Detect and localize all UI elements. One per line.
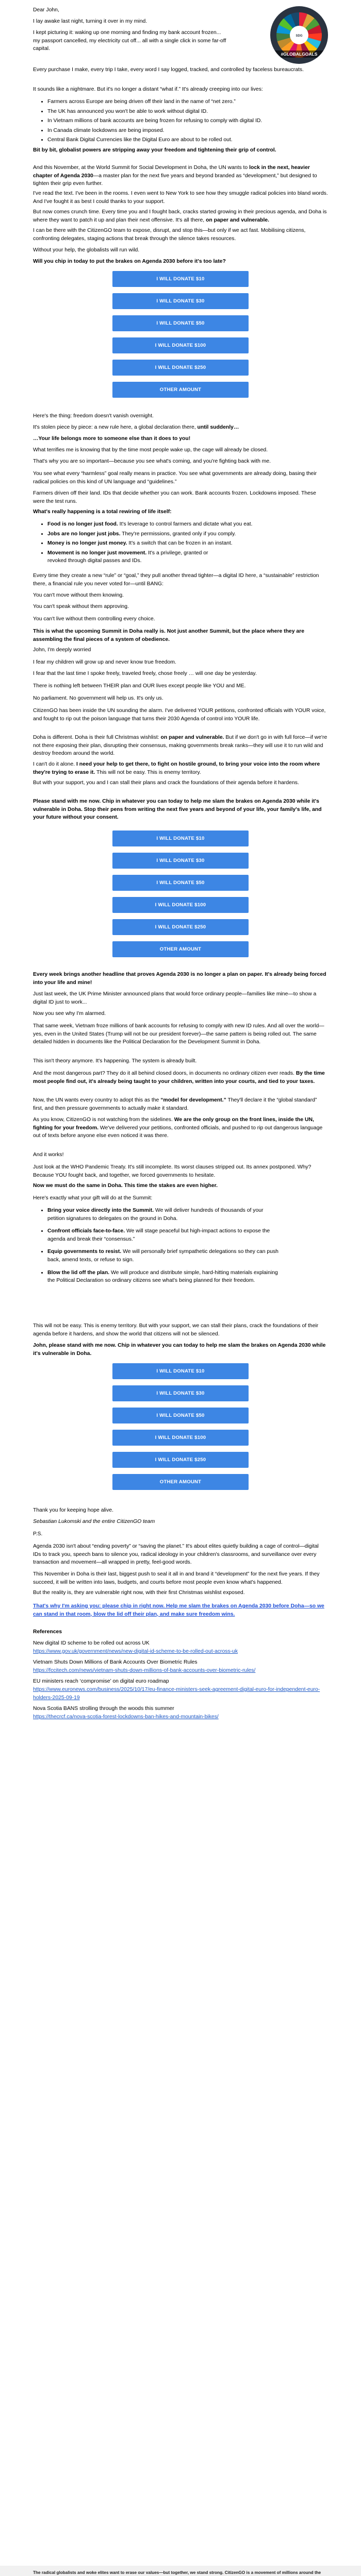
s3-p9: And it works! bbox=[33, 1152, 64, 1158]
intro-p2: I kept picturing it: waking up one morning and finding my bank account frozen... my passport cancelled, my electricity cut off... all with a single click in some far-off capital. bbox=[33, 30, 226, 52]
reference-link[interactable]: https://www.gov.uk/government/news/new-digital-id-scheme-to-be-rolled-out-across-uk bbox=[33, 1648, 238, 1654]
text-span: on paper and vulnerable. bbox=[206, 217, 270, 223]
s3-p7 bbox=[33, 1096, 328, 1112]
reference-title: New digital ID scheme to be rolled out across UK bbox=[33, 1640, 150, 1646]
text-span: But if we don't go in with full force—if we're not there exposing their plan, disrupting their consensus, making governments break ranks—they will use it to run wild and destroy freedom around the world. bbox=[33, 735, 327, 757]
ps-label: P.S. bbox=[33, 1531, 43, 1537]
references-title: References bbox=[33, 1629, 62, 1635]
other-amount-button[interactable]: OTHER AMOUNT bbox=[112, 941, 249, 957]
reference-link[interactable]: https://thecrcf.ca/nova-scotia-forest-lockdowns-ban-hikes-and-mountain-bikes/ bbox=[33, 1714, 219, 1720]
creeping-list bbox=[33, 98, 342, 146]
salutation: Dear John, bbox=[33, 7, 59, 13]
reference-link[interactable]: https://www.euronews.com/business/2025/10/17/eu-finance-ministers-seek-agreement-digital-euro-for-independent-euro-holders-2025-09-19 bbox=[33, 1687, 320, 1701]
text-span: Doha is different. Doha is their full Christmas wishlist: bbox=[33, 735, 161, 740]
text-span: And the most dangerous part? They do it all behind closed doors, in documents no ordinary citizen ever reads. bbox=[33, 1071, 296, 1076]
text-span: until suddenly… bbox=[197, 425, 239, 430]
donate-30-button[interactable]: I WILL DONATE $30 bbox=[112, 853, 249, 869]
ps-p3: But the reality is, they are vulnerable right now, with their first Christmas wishlist exposed. bbox=[33, 1590, 245, 1596]
s2-p7: Farmers driven off their land. IDs that decide whether you can work. Bank accounts frozen. Lockdowns imposed. These were the test runs. bbox=[33, 490, 316, 504]
text-span: Jobs are no longer just jobs. bbox=[47, 531, 121, 537]
text-span: They'll declare it the “global standard” first, and then pressure governments to actually make it standard. bbox=[33, 1097, 317, 1111]
intro-p4: It sounds like a nightmare. But it's no longer a distant “what if.” It's already creeping into our lives: bbox=[33, 87, 263, 92]
sdg-wheel-icon bbox=[270, 6, 328, 64]
donate-10-button[interactable]: I WILL DONATE $10 bbox=[112, 1363, 249, 1379]
donation-buttons-2 bbox=[112, 831, 249, 963]
doha-p5: Without your help, the globalists will run wild. bbox=[33, 247, 140, 253]
donate-30-button[interactable]: I WILL DONATE $30 bbox=[112, 293, 249, 309]
references-list bbox=[33, 1639, 328, 1721]
list-item bbox=[47, 549, 218, 565]
text-span: Blow the lid off the plan. bbox=[47, 1269, 110, 1276]
text-span: Confront officials face-to-face. bbox=[47, 1228, 125, 1234]
s2-p22: But with your support, you and I can stall their plans and crack the foundations of their agenda before it hardens. bbox=[33, 780, 299, 786]
list-item bbox=[47, 1207, 280, 1223]
donate-10-button[interactable]: I WILL DONATE $10 bbox=[112, 831, 249, 846]
text-span: It's a switch that can be frozen in an instant. bbox=[127, 540, 233, 547]
text-span: But now comes crunch time. Every time you and I fought back, cracks started growing in their precious agenda, and Doha is where they want to patch it up and plan their next offensive. It's all there, bbox=[33, 209, 327, 223]
s2-p1: Here's the thing: freedom doesn't vanish overnight. bbox=[33, 413, 154, 419]
list-item bbox=[47, 520, 342, 529]
s2-p4: What terrifies me is knowing that by the time most people wake up, the cage will already be closed. bbox=[33, 447, 268, 453]
s2-p18: No parliament. No government will help us. It's only us. bbox=[33, 696, 163, 701]
s3-p1: Every week brings another headline that proves Agenda 2030 is no longer a plan on paper. It's already being forced into your life and mine! bbox=[33, 972, 326, 986]
list-item: • The UK has announced you won't be able to work without digital ID. bbox=[47, 108, 342, 116]
svg-text:SDG: SDG bbox=[296, 35, 303, 38]
text-span: It's stolen piece by piece: a new rule here, a global declaration there, bbox=[33, 425, 198, 430]
donate-10-button[interactable]: I WILL DONATE $10 bbox=[112, 271, 249, 287]
doha-p4: I can be there with the CitizenGO team to expose, disrupt, and stop this—but only if we act fast. Mobilising citizens, confronting delegates, staging actions that break through the silence takes resources. bbox=[33, 228, 306, 242]
s2-p13: This is what the upcoming Summit in Doha really is. Not just another Summit, but the place where they are assembling the final pieces of a system of obedience. bbox=[33, 629, 304, 642]
text-span: Food is no longer just food. bbox=[47, 521, 118, 527]
s2-p14: John, I'm deeply worried bbox=[33, 647, 91, 653]
text-span: I can't do it alone. bbox=[33, 761, 77, 767]
donation-buttons-1 bbox=[112, 271, 249, 404]
s3-p2: Just last week, the UK Prime Minister announced plans that would force ordinary people—families like mine—to show a digital ID just to work... bbox=[33, 991, 317, 1005]
donate-250-button[interactable]: I WILL DONATE $250 bbox=[112, 1452, 249, 1468]
email-footer bbox=[0, 2566, 361, 2576]
s3-p11: Now we must do the same in Doha. This time the stakes are even higher. bbox=[33, 1183, 218, 1189]
intro-p3: Every purchase I make, every trip I take, every word I say logged, tracked, and controlled by faceless bureaucrats. bbox=[33, 67, 304, 73]
donate-50-button[interactable]: I WILL DONATE $50 bbox=[112, 1408, 249, 1423]
footer-mission: The radical globalists and woke elites want to erase our values—but together, we stand strong. CitizenGO is a movement of millions around the bbox=[33, 2570, 321, 2575]
ps-p2: This November in Doha is their last, biggest push to seal it all in and brand it “development” for the next five years. If they succeed, it will be written into laws, budgets, and courts before most people even know what's happened. bbox=[33, 1571, 320, 1585]
text-span: Movement is no longer just movement. bbox=[47, 550, 147, 556]
signature: Sebastian Lukomski and the entire CitizenGO team bbox=[33, 1519, 155, 1524]
text-span: “model for development.” bbox=[160, 1097, 226, 1103]
s2-p15: I fear my children will grow up and never know true freedom. bbox=[33, 659, 176, 665]
text-span: on paper and vulnerable. bbox=[160, 735, 224, 740]
text-span: We will produce and distribute simple, hard-hitting materials explaining the Political Declaration so ordinary citizens see what's being planned for their freedom. bbox=[47, 1269, 278, 1284]
banner-text: #GLOBALGOALS bbox=[281, 52, 318, 57]
s2-p11: You can't speak without them approving. bbox=[33, 604, 129, 609]
list-item bbox=[47, 530, 342, 538]
text-span: We will personally brief sympathetic delegations so they can push back, amend texts, or refuse to sign. bbox=[47, 1249, 278, 1263]
donate-ask-1: Will you chip in today to put the brakes on Agenda 2030 before it's too late? bbox=[33, 259, 226, 264]
list-item bbox=[47, 1227, 280, 1243]
text-span: We will deliver hundreds of thousands of your petition signatures to delegates on the ground in Doha. bbox=[47, 1208, 264, 1222]
donate-30-button[interactable]: I WILL DONATE $30 bbox=[112, 1385, 249, 1401]
text-span: Now, the UN wants every country to adopt this as the bbox=[33, 1097, 161, 1103]
text-span: We will stage peaceful but high-impact actions to expose the agenda and break their “consensus.” bbox=[47, 1228, 270, 1242]
donate-250-button[interactable]: I WILL DONATE $250 bbox=[112, 919, 249, 935]
s2-p20 bbox=[33, 734, 328, 758]
s3-p13: This will not be easy. This is enemy territory. But with your support, we can stall their plans, crack the foundations of their agenda before it hardens, and show the world that citizens will not be silenced. bbox=[33, 1323, 319, 1337]
donate-50-button[interactable]: I WILL DONATE $50 bbox=[112, 315, 249, 331]
text-span: Bring your voice directly into the Summit. bbox=[47, 1208, 154, 1213]
s2-p21 bbox=[33, 760, 328, 776]
reference-title: EU ministers reach ‘compromise’ on digital euro roadmap bbox=[33, 1679, 169, 1685]
list-item: • In Canada climate lockdowns are being imposed. bbox=[47, 127, 342, 135]
s2-p8: What's really happening is a total rewiring of life itself: bbox=[33, 509, 172, 515]
rewiring-list bbox=[33, 520, 342, 567]
text-span: This will not be easy. This is enemy territory. bbox=[95, 769, 201, 775]
reference-title: Vietnam Shuts Down Millions of Bank Accounts Over Biometric Rules bbox=[33, 1659, 198, 1666]
donate-250-button[interactable]: I WILL DONATE $250 bbox=[112, 360, 249, 376]
s2-p5: That's why you are so important—because you see what's coming, and you're fighting back with me. bbox=[33, 459, 271, 464]
doha-p2: I've read the text. I've been in the rooms. I even went to New York to see how they smuggle radical policies into bland words. And I've fought it as best I could thanks to your support. bbox=[33, 191, 328, 205]
doha-p1 bbox=[33, 164, 328, 188]
s2-p10: You can't move without them knowing. bbox=[33, 592, 124, 598]
text-span: We are the only group on the front lines, inside the UN, fighting for your freedom. bbox=[33, 1117, 314, 1131]
ps-p1: Agenda 2030 isn't about “ending poverty” or “saving the planet.” It's about elites quietly building a cage of control—digital IDs to track you, speech bans to silence you, radical ideology in your children's classrooms, and surveillance over every transaction and movement—all wrapped in pretty, feel-good words. bbox=[33, 1544, 319, 1566]
list-item bbox=[47, 539, 342, 548]
bit-by-bit: Bit by bit, globalist powers are stripping away your freedom and tightening their grip of control. bbox=[33, 147, 276, 153]
text-span: Equip governments to resist. bbox=[47, 1249, 122, 1255]
ps-ask-link[interactable]: That's why I'm asking you: please chip in right now. Help me slam the brakes on Agenda 2030 before Doha—so we can stand in that room, blow the lid off their plan, and make sure freedom wins. bbox=[33, 1603, 324, 1617]
text-span: lock in the next, heavier chapter of Agenda 2030 bbox=[33, 165, 310, 179]
text-span: I need your help to get there, to fight on hostile ground, to bring your voice into the room where they're trying to erase it. bbox=[33, 761, 320, 775]
list-item bbox=[47, 1269, 280, 1285]
list-item bbox=[47, 1248, 280, 1264]
s2-p12: You can't live without them controlling every choice. bbox=[33, 616, 155, 622]
reference-link[interactable]: https://fccitech.com/news/vietnam-shuts-down-millions-of-bank-accounts-over-biometric-rules/ bbox=[33, 1667, 256, 1673]
s2-p17: There is nothing left between THEIR plan and OUR lives except people like YOU and ME. bbox=[33, 683, 246, 689]
intro-p1: I lay awake last night, turning it over in my mind. bbox=[33, 19, 147, 24]
text-span: It's leverage to control farmers and dictate what you eat. bbox=[118, 521, 253, 527]
text-span: It's a privilege, granted or revoked through digital passes and IDs. bbox=[47, 550, 208, 564]
donate-50-button[interactable]: I WILL DONATE $50 bbox=[112, 875, 249, 891]
s2-p2 bbox=[33, 423, 328, 432]
s3-p5: This isn't theory anymore. It's happening. The system is already built. bbox=[33, 1058, 197, 1064]
donate-100-button[interactable]: I WILL DONATE $100 bbox=[112, 337, 249, 353]
s2-p19: CitizenGO has been inside the UN sounding the alarm. I've delivered YOUR petitions, confronted officials with YOUR voice, and fought to rip out the poison language that turns their 2030 Agenda of control into YOUR life. bbox=[33, 708, 326, 722]
s3-p12: Here's exactly what your gift will do at the Summit: bbox=[33, 1195, 153, 1201]
s3-p8 bbox=[33, 1116, 328, 1140]
text-span: By the time most people find out, it's already being taught to your children, written into your courts, and tied to your taxes. bbox=[33, 1071, 325, 1084]
reference-title: Nova Scotia BANS strolling through the woods this summer bbox=[33, 1706, 174, 1712]
closing-thanks: Thank you for keeping hope alive. bbox=[33, 1507, 113, 1513]
s2-p9: Every time they create a new “rule” or “goal,” they pull another thread tighter—a digital ID here, a “sustainable” restriction there, a financial rule you never voted for—until BANG: bbox=[33, 573, 319, 587]
donate-100-button[interactable]: I WILL DONATE $100 bbox=[112, 1430, 249, 1446]
donate-ask-2: Please stand with me now. Chip in whatever you can today to help me slam the brakes on Agenda 2030 while it's vulnerable in Doha. Stop their pens from writing the next five years and beyond of your life, your family's life, and your future without your consent. bbox=[33, 799, 322, 821]
donation-buttons-3 bbox=[112, 1363, 249, 1496]
text-span: Money is no longer just money. bbox=[47, 540, 127, 547]
text-span: As you know, CitizenGO is not watching from the sidelines. bbox=[33, 1117, 174, 1123]
donate-100-button[interactable]: I WILL DONATE $100 bbox=[112, 897, 249, 913]
global-goals-image bbox=[270, 6, 328, 64]
s2-p6: You see what every “harmless” goal really means in practice. You see what governments are already doing, basing their radical policies on this kind of UN language and “guidelines.” bbox=[33, 471, 317, 485]
s3-p4: That same week, Vietnam froze millions of bank accounts for refusing to comply with new ID rules. And all over the world—yes, even in the United States (Trump will not be our president forever)—the same pattern is being rolled out. The same detailed hidden in documents like the Political Declaration for the Development Summit in Doha. bbox=[33, 1023, 324, 1045]
text-span: They're permissions, granted only if you comply. bbox=[120, 531, 236, 537]
list-item: • Farmers across Europe are being driven off their land in the name of “net zero.” bbox=[47, 98, 342, 106]
doha-p3 bbox=[33, 208, 328, 224]
text-span: —a master plan for the next five years and beyond branded as “development,” but designed to tighten their grip even further. bbox=[33, 173, 317, 187]
s2-p3: …Your life belongs more to someone else than it does to you! bbox=[33, 436, 191, 442]
s3-p10: Just look at the WHO Pandemic Treaty. It's still incomplete. Its worst clauses stripped out. Its annex postponed. Why? Because YOU fought back, and together, we forced governments to hesitate. bbox=[33, 1164, 311, 1178]
other-amount-button[interactable]: OTHER AMOUNT bbox=[112, 1474, 249, 1490]
other-amount-button[interactable]: OTHER AMOUNT bbox=[112, 382, 249, 398]
list-item: • Central Bank Digital Currencies like the Digital Euro are about to be rolled out. bbox=[47, 136, 342, 144]
s2-p16: I fear that the last time I spoke freely, traveled freely, chose freely … will one day be yesterday. bbox=[33, 671, 257, 676]
text-span: And this November, at the World Summit for Social Development in Doha, the UN wants to bbox=[33, 165, 250, 171]
text-span: We've delivered your petitions, confronted officials, and pushed to rip out dangerous language out of texts before anyone else even noticed it was there. bbox=[33, 1125, 323, 1139]
donate-ask-3: John, please stand with me now. Chip in whatever you can today to help me slam the brakes on Agenda 2030 while it's vulnerable in Doha. bbox=[33, 1343, 326, 1357]
s3-p3: Now you see why I'm alarmed. bbox=[33, 1011, 106, 1016]
gift-list bbox=[33, 1207, 280, 1286]
s3-p6 bbox=[33, 1070, 328, 1086]
list-item: • In Vietnam millions of bank accounts are being frozen for refusing to comply with digital ID. bbox=[47, 117, 342, 125]
